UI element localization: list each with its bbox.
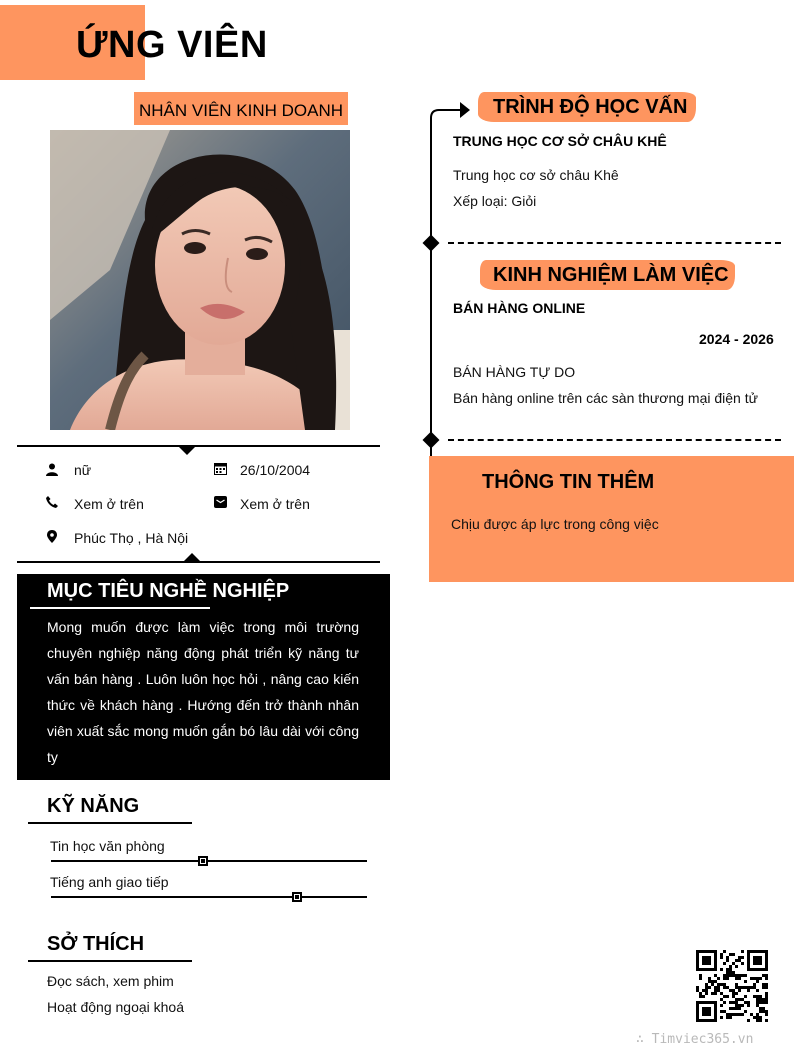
experience-company: BÁN HÀNG ONLINE	[453, 300, 586, 316]
extra-info-text: Chịu được áp lực trong công việc	[451, 516, 659, 532]
objective-text: Mong muốn được làm việc trong môi trường chuyên nghiệp năng động phát triển kỹ năng tư vấn bán hàng . Luôn luôn học hỏi , nâng cao kiến thức về khách hàng . Hướng đến trở thành nhân viên xuất sắc mong muốn gắn bó lâu dài với công ty	[47, 619, 359, 765]
section-divider	[448, 242, 781, 244]
job-title: NHÂN VIÊN KINH DOANH	[134, 92, 348, 125]
candidate-name: ỨNG VIÊN	[76, 24, 268, 66]
objective-section	[17, 574, 390, 780]
objective-title-underline	[30, 607, 210, 609]
email-icon	[213, 495, 227, 509]
education-grade: Xếp loại: Giỏi	[453, 193, 537, 209]
profile-photo	[50, 130, 350, 430]
gender-value: nữ	[74, 462, 92, 478]
section-divider	[448, 439, 781, 441]
education-title: TRÌNH ĐỘ HỌC VẤN	[493, 96, 688, 118]
experience-title: KINH NGHIỆM LÀM VIỆC	[493, 264, 729, 286]
skill-level-marker	[198, 856, 208, 866]
skills-title: KỸ NĂNG	[47, 795, 140, 817]
skill-track	[51, 860, 367, 862]
experience-position: BÁN HÀNG TỰ DO	[453, 364, 576, 380]
experience-period: 2024 - 2026	[699, 331, 774, 347]
email-value: Xem ở trên	[240, 496, 310, 512]
skill-level-marker	[292, 892, 302, 902]
contact-top-arrow	[179, 447, 195, 455]
skill-name: Tin học văn phòng	[50, 838, 165, 854]
extra-info-title: THÔNG TIN THÊM	[482, 471, 655, 493]
skills-title-underline	[28, 822, 192, 824]
hobby-item: Hoạt động ngoại khoá	[47, 999, 184, 1015]
person-icon	[45, 462, 59, 476]
education-school: TRUNG HỌC CƠ SỞ CHÂU KHÊ	[453, 133, 667, 149]
phone-icon	[45, 495, 59, 509]
phone-value: Xem ở trên	[74, 496, 144, 512]
calendar-icon	[213, 461, 227, 475]
contact-top-rule	[17, 445, 380, 447]
contact-bottom-arrow	[184, 553, 200, 561]
profile-photo-image	[50, 130, 350, 430]
qr-code	[696, 950, 768, 1022]
hobbies-title: SỞ THÍCH	[47, 933, 145, 955]
location-icon	[45, 529, 59, 543]
contact-bottom-rule	[17, 561, 380, 563]
hobbies-title-underline	[28, 960, 192, 962]
objective-title: MỤC TIÊU NGHỀ NGHIỆP	[47, 580, 290, 602]
address-value: Phúc Thọ , Hà Nội	[74, 530, 189, 546]
skill-track	[51, 896, 367, 898]
education-detail: Trung học cơ sở châu Khê	[453, 167, 619, 183]
birthday-value: 26/10/2004	[240, 462, 311, 478]
watermark: ∴ Timviec365.vn	[636, 1032, 754, 1047]
hobby-item: Đọc sách, xem phim	[47, 973, 174, 989]
skill-name: Tiếng anh giao tiếp	[50, 874, 169, 890]
experience-description: Bán hàng online trên các sàn thương mại điện tử	[453, 390, 758, 406]
